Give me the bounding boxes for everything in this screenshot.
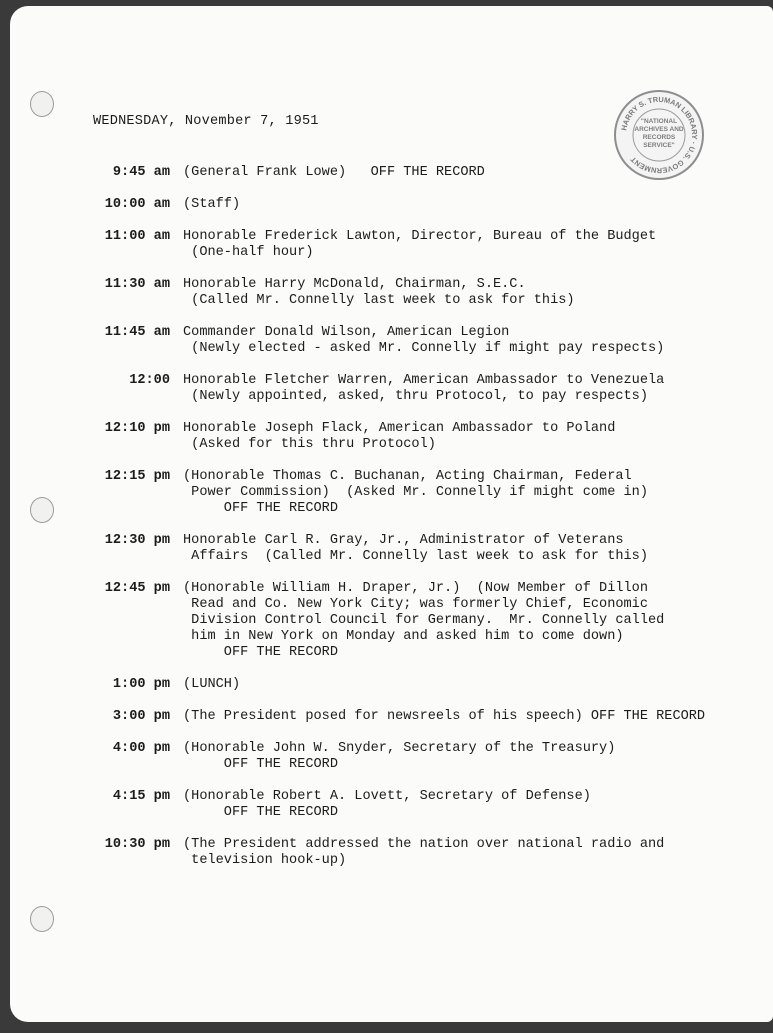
entry-line: (The President posed for newsreels of his speech) OFF THE RECORD — [183, 709, 706, 724]
entry-description — [183, 421, 615, 453]
entry-line: Honorable Joseph Flack, American Ambassador to Poland — [183, 421, 616, 436]
stamp-inner-line: ARCHIVES AND — [634, 126, 684, 133]
punch-hole — [30, 91, 54, 117]
entry-line: (Newly appointed, asked, thru Protocol, to pay respects) — [183, 389, 648, 404]
entry-line: (General Frank Lowe) OFF THE RECORD — [183, 165, 485, 180]
entry-time: 9:45 am — [112, 165, 170, 180]
entry-line: (Honorable William H. Draper, Jr.) (Now Member of Dillon — [183, 581, 648, 596]
entry-time: 12:30 pm — [104, 533, 170, 548]
entry-time: 12:45 pm — [104, 581, 170, 596]
entry-time: 11:45 am — [104, 325, 170, 340]
appointment-log — [93, 114, 733, 868]
entry-description — [183, 229, 656, 261]
entry-time: 3:00 pm — [112, 709, 170, 724]
entry-line: Division Control Council for Germany. Mr. Connelly called — [183, 613, 665, 628]
entry-line: OFF THE RECORD — [183, 757, 338, 772]
entry-time: 10:30 pm — [104, 837, 170, 852]
entry-line: (Honorable John W. Snyder, Secretary of the Treasury) — [183, 741, 616, 756]
stamp-inner-line: "NATIONAL — [640, 118, 678, 125]
entry-description — [183, 789, 591, 821]
entry-time: 10:00 am — [104, 197, 170, 212]
date-heading: WEDNESDAY, November 7, 1951 — [93, 114, 319, 129]
entry-line: Read and Co. New York City; was formerly Chief, Economic — [183, 597, 648, 612]
stamp-inner-line: RECORDS — [642, 134, 676, 141]
entry-time: 11:00 am — [104, 229, 170, 244]
entry-line: OFF THE RECORD — [183, 645, 338, 660]
entry-line: Power Commission) (Asked Mr. Connelly if might come in) — [183, 485, 648, 500]
entry-line: Honorable Frederick Lawton, Director, Bureau of the Budget — [183, 229, 657, 244]
entry-description — [183, 165, 485, 181]
entry-description — [183, 837, 664, 869]
entry-line: (LUNCH) — [183, 677, 241, 692]
entry-time: 12:15 pm — [104, 469, 170, 484]
entry-description — [183, 277, 575, 309]
entry-description — [183, 677, 240, 693]
entry-line: (Called Mr. Connelly last week to ask for this) — [183, 293, 575, 308]
entry-time: 12:00 — [129, 373, 170, 388]
entry-line: (Honorable Thomas C. Buchanan, Acting Chairman, Federal — [183, 469, 632, 484]
stamp-inner-line: SERVICE" — [643, 142, 675, 149]
entry-time: 4:15 pm — [112, 789, 170, 804]
entry-description — [183, 469, 648, 517]
entry-time: 11:30 am — [104, 277, 170, 292]
document-page — [10, 6, 773, 1022]
entry-line: (Honorable Robert A. Lovett, Secretary of Defense) — [183, 789, 591, 804]
entry-line: OFF THE RECORD — [183, 501, 338, 516]
entry-description — [183, 373, 664, 405]
entry-line: Honorable Carl R. Gray, Jr., Administrator of Veterans — [183, 533, 624, 548]
entry-description — [183, 581, 664, 661]
punch-hole — [30, 906, 54, 932]
entry-line: (The President addressed the nation over national radio and — [183, 837, 665, 852]
entry-description — [183, 709, 705, 725]
entry-line: Commander Donald Wilson, American Legion — [183, 325, 510, 340]
entry-time: 12:10 pm — [104, 421, 170, 436]
entry-time: 4:00 pm — [112, 741, 170, 756]
stamp-outer-text: HARRY S. TRUMAN LIBRARY · U.S. GOVERNMENT — [619, 94, 700, 176]
entry-time: 1:00 pm — [112, 677, 170, 692]
entry-description — [183, 197, 240, 213]
entry-line: (Newly elected - asked Mr. Connelly if might pay respects) — [183, 341, 665, 356]
entry-line: Honorable Fletcher Warren, American Ambassador to Venezuela — [183, 373, 665, 388]
entry-line: him in New York on Monday and asked him to come down) — [183, 629, 624, 644]
entry-line: (Asked for this thru Protocol) — [183, 437, 436, 452]
entry-line: television hook-up) — [183, 853, 347, 868]
entry-line: (One-half hour) — [183, 245, 314, 260]
entry-line: Affairs (Called Mr. Connelly last week to ask for this) — [183, 549, 648, 564]
entry-line: (Staff) — [183, 197, 241, 212]
entry-line: OFF THE RECORD — [183, 805, 338, 820]
entry-description — [183, 325, 664, 357]
entry-description — [183, 533, 648, 565]
punch-hole — [30, 497, 54, 523]
entry-description — [183, 741, 615, 773]
entry-line: Honorable Harry McDonald, Chairman, S.E.C. — [183, 277, 526, 292]
